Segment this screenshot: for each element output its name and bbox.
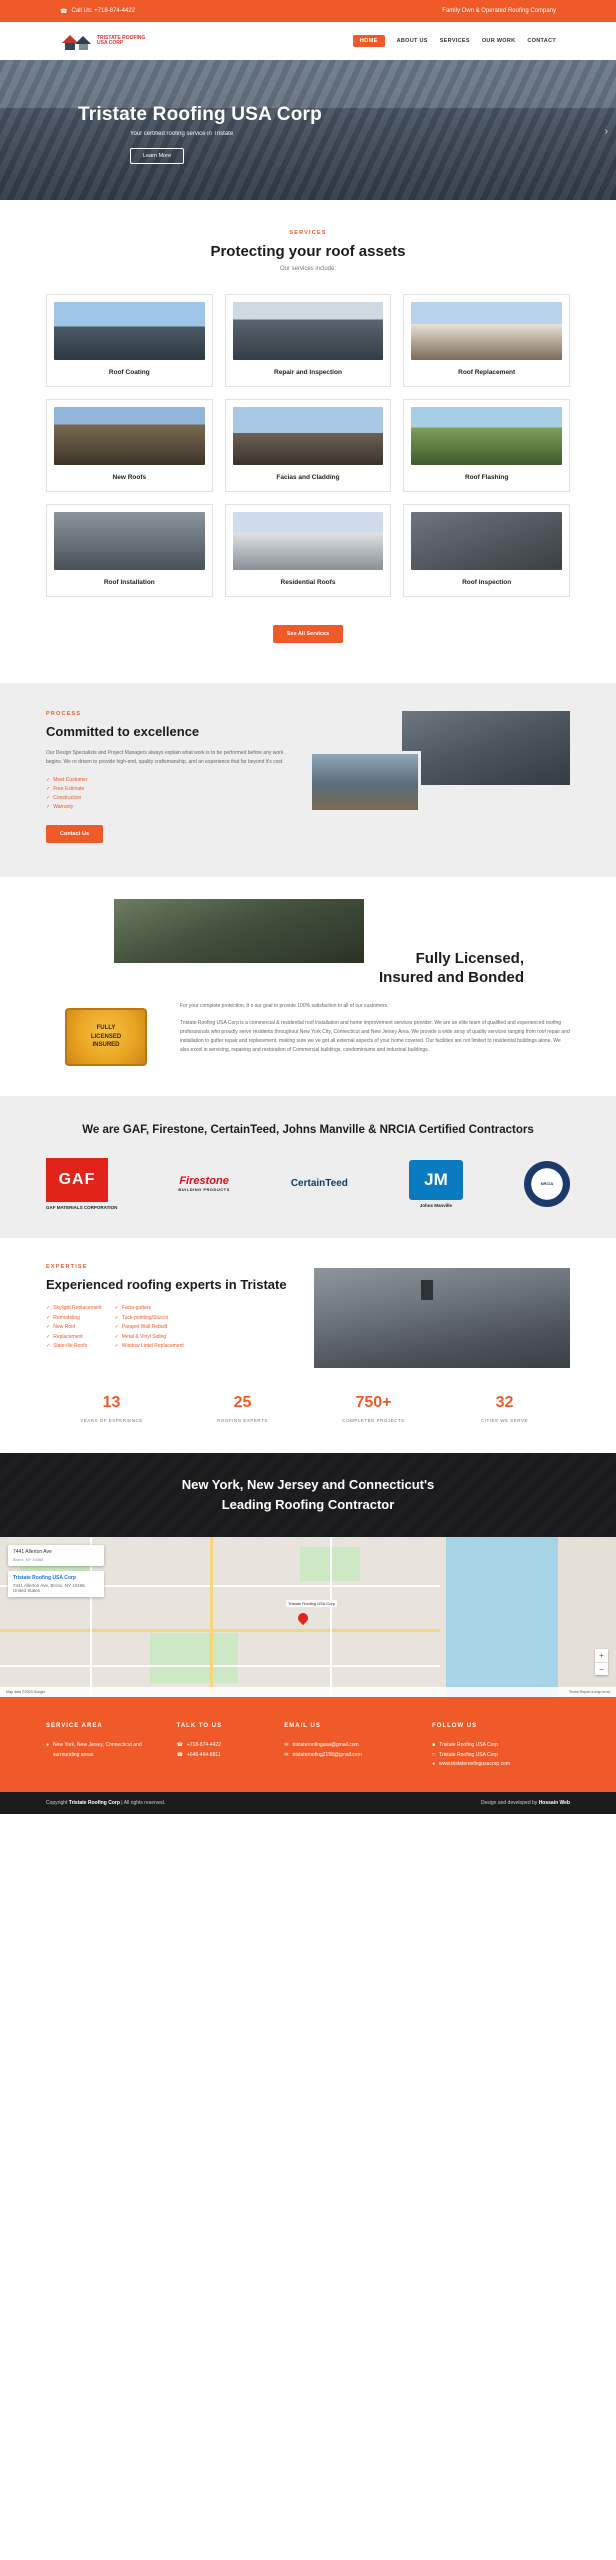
expertise-item	[46, 1305, 105, 1311]
globe-icon: ●	[432, 1761, 436, 1768]
process-checklist-item	[46, 804, 287, 810]
licensed-body	[46, 1002, 570, 1066]
nav-item-contact[interactable]: CONTACT	[527, 38, 556, 44]
brand-johns-manville	[409, 1160, 463, 1208]
map-pin-label: Tristate Roofing USA Corp	[288, 1601, 335, 1607]
service-card-label: Facias and Cladding	[276, 474, 340, 481]
map-zoom-in-button[interactable]: +	[599, 1651, 604, 1661]
hero-title: Tristate Roofing USA Corp	[78, 104, 322, 125]
footer-row-text: +718-874-4422	[186, 1742, 221, 1749]
service-card-label: Roof Inspection	[462, 579, 512, 586]
stat-number: 25	[233, 1394, 252, 1412]
logo-line-1: TRISTATE ROOFING	[97, 34, 146, 41]
cta-banner	[0, 1453, 616, 1537]
copyright-brand: Tristate Roofing Corp	[68, 1799, 120, 1806]
nav-item-about[interactable]: ABOUT US	[396, 38, 428, 44]
map-terms[interactable]: Terms Report a map error	[568, 1690, 610, 1695]
footer-row[interactable]	[284, 1741, 422, 1751]
licensed-paragraph-1: For your complete protection. It s our goal to provide 100% satisfaction to all of our customers.	[180, 1002, 389, 1009]
brand-nrcia	[524, 1161, 570, 1207]
service-card[interactable]	[403, 399, 570, 492]
services-section	[0, 200, 616, 683]
footer-row-text: New York, New Jersey, Connecticut and surrounding areas	[53, 1742, 142, 1758]
process-checklist-item	[46, 795, 287, 801]
footer-row[interactable]	[177, 1751, 275, 1761]
footer-column-email-us	[284, 1723, 422, 1770]
process-roof-image	[402, 711, 570, 785]
map-zoom-controls[interactable]	[595, 1649, 608, 1675]
certifications-title: We are GAF, Firestone, CertainTeed, Johns Manville & NRCIA Certified Contractors	[82, 1123, 534, 1136]
process-checklist-label: Warranty	[53, 803, 74, 810]
nav-item-services[interactable]: SERVICES	[439, 38, 470, 44]
expertise-item-label: New Roof	[53, 1324, 76, 1331]
cta-banner-text	[182, 1475, 435, 1517]
map-place-card[interactable]	[8, 1571, 104, 1597]
footer-row-text: Tristate Roofing USA Corp	[439, 1751, 498, 1758]
brand-gaf	[46, 1158, 117, 1211]
hero-content	[0, 60, 616, 164]
check-icon: ✓	[114, 1343, 119, 1350]
instagram-icon: □	[432, 1751, 436, 1758]
roof-logo-icon	[60, 30, 94, 52]
stat-label: CITIES WE SERVE	[481, 1418, 528, 1424]
expertise-item-label: Tuck-pointing/Stucco	[121, 1314, 169, 1321]
expertise-item	[115, 1324, 187, 1330]
expertise-list-1	[46, 1305, 105, 1353]
certifications-section	[0, 1096, 616, 1239]
process-title: Committed to excellence	[46, 724, 200, 739]
expertise-item	[115, 1305, 187, 1311]
stat-item	[439, 1394, 570, 1423]
service-card-label: Roof Coating	[108, 369, 150, 376]
map-search-box[interactable]	[8, 1545, 104, 1566]
mail-icon: ✉	[284, 1751, 289, 1758]
service-card[interactable]	[46, 294, 213, 387]
topbar-phone[interactable]	[60, 8, 135, 15]
footer-column-title: TALK TO US	[176, 1723, 223, 1730]
map-pin-icon[interactable]	[296, 1611, 310, 1625]
service-card[interactable]	[225, 294, 392, 387]
stat-number: 32	[495, 1394, 514, 1412]
map-search-subtext: Bronx, NY 10466	[13, 1557, 44, 1563]
brand-firestone	[178, 1175, 229, 1192]
credits-right	[481, 1800, 570, 1806]
service-thumb-image	[411, 407, 562, 465]
footer-row[interactable]	[284, 1751, 422, 1761]
service-card-label: Roof Replacement	[458, 369, 516, 376]
expertise-item	[46, 1315, 105, 1321]
process-workers-image	[309, 751, 421, 813]
check-icon: ✓	[46, 776, 51, 783]
stat-item	[308, 1394, 439, 1423]
stat-number: 13	[102, 1394, 121, 1412]
map-zoom-out-button[interactable]: −	[595, 1662, 608, 1675]
topbar-phone-text: Call Us: +718-874-4422	[71, 8, 136, 14]
check-icon: ✓	[46, 1314, 51, 1321]
service-card[interactable]	[225, 399, 392, 492]
nav-item-our-work[interactable]: OUR WORK	[481, 38, 516, 44]
footer-column-service-area	[46, 1723, 167, 1770]
stats-section	[0, 1368, 616, 1453]
badge-line-1: FULLY	[96, 1025, 116, 1032]
brand-certainteed	[291, 1178, 348, 1189]
service-card[interactable]	[403, 504, 570, 597]
logo-line-2: USA CORP	[97, 40, 124, 46]
check-icon: ✓	[46, 785, 51, 792]
stat-label: YEARS OF EXPERIENCE	[80, 1418, 143, 1424]
chimney-shape	[421, 1280, 433, 1300]
location-icon: ●	[46, 1742, 50, 1749]
badge-line-3: INSURED	[92, 1041, 120, 1048]
services-eyebrow: SERVICES	[289, 230, 327, 236]
service-card-label: Residential Roofs	[280, 579, 336, 586]
licensed-paragraph-2: Tristate Roofing USA Corp is a commercial & residential roof installation and home improvement services provider. We are an elite team of qualified and experienced roofing professionals who proudly serve residents throughout New York City, Connecticut and New Jersey Area. We provide a wide array of quality services ranging from roof repair and installation to gutter repair and replacement, making sure we ve got all external aspects of your home covered. Our facilities are not limited to residential buildings alone. We also excel in servicing, repairing and restoration of Commercial buildings, condominiums and industrial buildings.	[180, 1019, 570, 1053]
top-bar	[0, 0, 616, 22]
jm-logo-icon: JM	[409, 1160, 463, 1200]
process-checklist-label: Free Estimate	[53, 785, 85, 792]
service-thumb-image	[54, 302, 205, 360]
copyright-bar	[0, 1792, 616, 1814]
service-thumb-image	[54, 407, 205, 465]
footer-column-title: FOLLOW US	[432, 1723, 478, 1730]
licensed-title	[46, 949, 570, 988]
licensed-title-line-1: Fully Licensed,	[415, 949, 524, 967]
hero-banner	[0, 60, 616, 200]
service-thumb-image	[233, 512, 384, 570]
topbar-tagline: Family Own & Operated Roofing Company	[442, 8, 556, 14]
expertise-item-label: Window Lintel Replacement	[121, 1343, 184, 1350]
expertise-section	[0, 1238, 616, 1368]
stat-item	[46, 1394, 177, 1423]
map-search-query: 7441 Allerton Ave	[13, 1549, 52, 1556]
footer-column-talk-to-us	[177, 1723, 275, 1770]
expertise-item-label: Replacement	[53, 1333, 83, 1340]
footer-row[interactable]	[432, 1741, 570, 1751]
brand-logos	[46, 1158, 570, 1211]
fully-licensed-insured-badge	[65, 1008, 147, 1066]
footer-column-follow-us	[432, 1723, 570, 1770]
mail-icon: ✉	[284, 1742, 289, 1749]
licensed-section	[0, 899, 616, 1096]
services-title: Protecting your roof assets	[210, 243, 406, 260]
hero-subtitle: Your certified roofing service in Tristate	[130, 131, 234, 137]
expertise-item	[115, 1315, 187, 1321]
footer-column-title: EMAIL US	[284, 1723, 321, 1730]
process-eyebrow: PROCESS	[46, 711, 82, 717]
service-card[interactable]	[403, 294, 570, 387]
check-icon: ✓	[114, 1314, 119, 1321]
nrcia-logo-icon: NRCIA	[524, 1161, 570, 1207]
contact-us-button[interactable]: Contact Us	[46, 825, 103, 843]
stat-label: ROOFING EXPERTS	[217, 1418, 268, 1424]
service-card-label: New Roofs	[112, 474, 147, 481]
hero-next-arrow-icon[interactable]: ›	[604, 126, 608, 137]
hero-learn-more-button[interactable]: Learn More	[130, 148, 184, 164]
footer-row-text: tristateroofing2158@gmail.com	[292, 1751, 362, 1758]
footer-row[interactable]	[432, 1760, 570, 1770]
process-checklist-label: Construction	[53, 794, 82, 801]
licensed-text	[180, 1002, 570, 1066]
expertise-list-2	[115, 1305, 187, 1353]
service-thumb-image	[233, 407, 384, 465]
check-icon: ✓	[46, 1305, 51, 1312]
expertise-item-label: Parapet Wall Rebuilt	[121, 1324, 168, 1331]
stat-number: 750+	[355, 1394, 392, 1412]
cta-banner-line-1: New York, New Jersey and Connecticut's	[181, 1476, 435, 1492]
firestone-logo-icon	[178, 1175, 229, 1192]
expertise-roof-image	[314, 1268, 570, 1368]
certainteed-logo-icon: CertainTeed	[290, 1178, 348, 1190]
phone-icon: ☎	[60, 8, 68, 15]
expertise-item	[46, 1324, 105, 1330]
expertise-item-label: Slate-tile Roofs	[53, 1343, 88, 1350]
see-all-services-button[interactable]: See All Services	[273, 625, 343, 643]
expertise-item	[46, 1334, 105, 1340]
check-icon: ✓	[46, 803, 51, 810]
map-place-address: 7441 Allerton Ave, Bronx, NY 10466, United States	[13, 1583, 86, 1594]
footer-row[interactable]	[432, 1751, 570, 1761]
licensed-badge-wrap	[46, 1002, 166, 1066]
process-checklist-item	[46, 786, 287, 792]
check-icon: ✓	[46, 1333, 51, 1340]
process-checklist-item	[46, 777, 287, 783]
service-thumb-image	[411, 512, 562, 570]
location-map[interactable]	[0, 1537, 616, 1697]
footer-row	[46, 1741, 167, 1760]
logo[interactable]	[60, 30, 145, 52]
service-card-label: Roof Flashing	[464, 474, 509, 481]
cta-banner-line-2: Leading Roofing Contractor	[221, 1497, 395, 1513]
footer-row-text: tristateroofingusa@gmail.com	[292, 1742, 359, 1749]
process-image-column	[301, 711, 570, 843]
expertise-item-label: Metal & Vinyl Siding	[121, 1333, 167, 1340]
services-grid	[46, 294, 570, 597]
firestone-name: Firestone	[179, 1175, 229, 1188]
service-card[interactable]	[225, 504, 392, 597]
expertise-text-column	[46, 1264, 298, 1368]
phone-icon: ☎	[176, 1751, 183, 1758]
expertise-title: Experienced roofing experts in Tristate	[46, 1277, 287, 1293]
check-icon: ✓	[46, 1324, 51, 1331]
check-icon: ✓	[114, 1324, 119, 1331]
check-icon: ✓	[46, 794, 51, 801]
credits-brand[interactable]: Hossain Web	[538, 1799, 570, 1806]
service-card[interactable]	[46, 504, 213, 597]
gaf-caption: GAF MATERIALS CORPORATION	[46, 1204, 118, 1210]
expertise-eyebrow: EXPERTISE	[46, 1264, 88, 1271]
check-icon: ✓	[46, 1343, 51, 1350]
footer-row-text: www.tristateroofingusacorp.com	[439, 1761, 511, 1768]
footer-row-text: +646-464-8811	[186, 1751, 221, 1758]
map-road	[210, 1537, 213, 1697]
expertise-item-label: Skylight Replacement	[53, 1305, 102, 1312]
service-thumb-image	[233, 302, 384, 360]
expertise-item-label: Facia-gutters	[121, 1305, 151, 1312]
stat-item	[177, 1394, 308, 1423]
map-road	[330, 1537, 332, 1697]
process-text-column	[46, 711, 287, 843]
logo-text	[97, 36, 145, 47]
service-card-label: Roof Installation	[103, 579, 155, 586]
process-checklist	[46, 777, 287, 810]
footer-row[interactable]	[177, 1741, 275, 1751]
footer-column-title: SERVICE AREA	[46, 1723, 103, 1730]
copyright-prefix: Copyright	[46, 1799, 69, 1806]
check-icon: ✓	[114, 1333, 119, 1340]
expertise-item	[46, 1343, 105, 1349]
badge-line-2: LICENSED	[90, 1033, 122, 1040]
map-footer	[0, 1687, 616, 1697]
footer-row-text: Tristate Roofing USA Corp	[439, 1742, 498, 1749]
stat-label: COMPLETED PROJECTS	[342, 1418, 405, 1424]
service-thumb-image	[54, 512, 205, 570]
firestone-caption: BUILDING PRODUCTS	[178, 1187, 230, 1193]
services-subtitle: Our services include:	[279, 266, 337, 272]
main-nav	[353, 35, 556, 47]
gaf-logo-icon: GAF	[46, 1158, 108, 1202]
copyright-left	[46, 1800, 165, 1806]
map-road	[0, 1665, 440, 1667]
phone-icon: ☎	[176, 1742, 183, 1749]
service-thumb-image	[411, 302, 562, 360]
map-park	[150, 1633, 238, 1683]
process-checklist-label: Meet Customer	[53, 776, 88, 783]
nav-item-home[interactable]: HOME	[353, 35, 385, 47]
licensed-title-line-2: Insured and Bonded	[378, 969, 524, 987]
expertise-item	[115, 1343, 187, 1349]
service-card-label: Repair and Inspection	[274, 369, 342, 376]
map-road	[0, 1629, 440, 1632]
footer-columns	[46, 1723, 570, 1770]
check-icon: ✓	[114, 1305, 119, 1312]
service-card[interactable]	[46, 399, 213, 492]
site-footer	[0, 1697, 616, 1792]
map-place-title: Tristate Roofing USA Corp	[13, 1575, 76, 1582]
copyright-suffix: | All rights reserved.	[119, 1799, 166, 1806]
site-header	[0, 22, 616, 60]
expertise-item	[115, 1334, 187, 1340]
process-paragraph: Our Design Specialists and Project Managers always explain what work is to be performed before any work begins. We re driven to provide high-end, quality craftsmanship, and an experience that far beyond it's cost.	[46, 750, 284, 765]
facebook-icon: ■	[432, 1742, 436, 1749]
jm-caption: Johns Manville	[419, 1202, 453, 1208]
expertise-item-label: Remodeling	[53, 1314, 80, 1321]
credits-prefix: Design and developed by	[480, 1799, 539, 1806]
expertise-lists	[46, 1305, 298, 1353]
process-section	[0, 683, 616, 877]
map-attribution: Map data ©2023 Google	[6, 1690, 46, 1695]
